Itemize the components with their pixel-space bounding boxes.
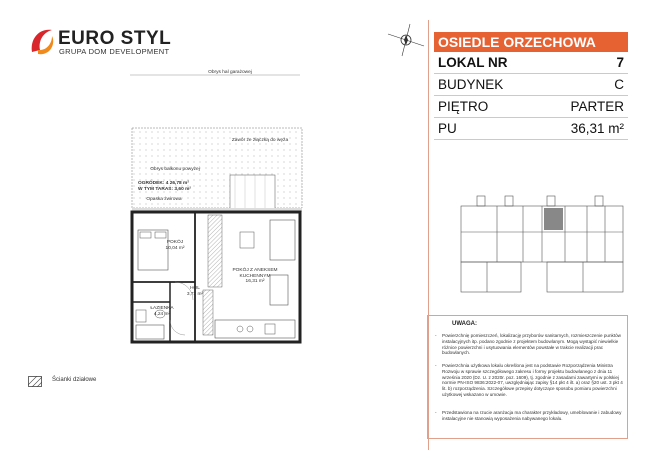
room-area: 10,04 m² <box>165 245 185 251</box>
room-bedroom <box>155 240 195 251</box>
info-key: PIĘTRO <box>438 99 489 114</box>
note-text: Powierzchnię pomieszczeń, lokalizację przyborów sanitarnych, rozmieszczenie punktów instalacyjnych itp. podano zgodnie z projektem budowlanym. Mogą wystąpić niewielkie różnice powierzchni i usytuowania elementów powstałe w trakcie realizacji prac budowlanych. <box>442 333 621 356</box>
garden-area: OGRÓDEK: 4 26,78 m² <box>138 181 189 186</box>
info-key: PU <box>438 121 457 136</box>
notes-title: UWAGA: <box>452 321 477 327</box>
hatch-swatch-icon <box>28 374 42 385</box>
label-garage-outline: Obrys hal garażowej <box>208 70 252 75</box>
info-key: LOKAL NR <box>438 55 508 70</box>
label-gravel: Opaska żwirowa <box>146 197 182 202</box>
room-name: HOL <box>190 286 200 291</box>
terrace-area: W TYM TARAS: 3,60 m² <box>138 186 191 192</box>
info-row-building <box>434 74 628 96</box>
building-floor-map <box>457 188 627 298</box>
room-area: 3,72 m² <box>186 291 204 297</box>
info-value: C <box>614 77 624 92</box>
room-living-kitchen <box>215 268 295 285</box>
label-garden <box>138 181 218 192</box>
label-balcony-outline: Obrys balkonu powyżej <box>150 167 200 172</box>
info-value: 7 <box>616 55 624 70</box>
room-name: POKÓJ <box>166 240 184 245</box>
note-text: Przedstawiona na rzucie aranżacja ma charakter przykładowy, umeblowanie i zabudowy instalacyjne nie stanowią wyposażenia nabywanego lokalu. <box>442 410 622 421</box>
info-value: PARTER <box>570 99 624 114</box>
floor-plan <box>120 70 320 350</box>
legend-label: Ścianki działowe <box>52 377 97 383</box>
note-item: - Przedstawiona na rzucie aranżacja ma charakter przykładowy, umeblowanie i zabudowy instalacyjne nie stanowią wyposażenia nabywanego lokalu. <box>435 410 622 421</box>
note-item: - Powierzchnię pomieszczeń, lokalizację przyborów sanitarnych, rozmieszczenie punktów instalacyjnych itp. podano zgodnie z projektem budowlanym. Mogą wystąpić niewielkie różnice powierzchni i usytuowania elementów powstałe w trakcie realizacji prac budowlanych. <box>435 333 623 356</box>
room-area: 4,24 m² <box>153 311 171 317</box>
info-value: 36,31 m² <box>570 121 624 136</box>
room-area: 16,31 m² <box>245 279 265 285</box>
estate-title: OSIEDLE ORZECHOWA <box>434 32 628 52</box>
room-name: ŁAZIENKA <box>150 306 174 311</box>
logo-mark-icon <box>28 24 58 60</box>
room-bathroom <box>142 306 182 317</box>
room-name: POKÓJ Z ANEKSEM <box>232 268 278 273</box>
info-key: BUDYNEK <box>438 77 504 92</box>
compass-icon <box>384 22 428 58</box>
label-water-valve: Zawór ze złączką do węża <box>231 138 289 143</box>
note-text: Powierzchnia użytkowa lokalu określona jest na podstawie Rozporządzenia Ministra Rozwoju w sprawie szczegółowego zakresu i formy projektu budowlanego z dnia 11 września 2020 (Dz. U. z 2020r. poz. 1609), tj. zgodnie z zasadami zawartymi w polskiej normie PN-ISO 9836:2022-07, uwzględniając zapisy §14 pkt 4 ilt. a) oraz §20 ust. 3 pkt 4 lit. b) rozporządzenia. Szczegółowe przepisy dotyczące sposobu pomiaru powierzchni użytkowej wskazano w umowie. <box>442 363 623 397</box>
note-item: - Powierzchnia użytkowa lokalu określona jest na podstawie Rozporządzenia Ministra Rozwoju w sprawie szczegółowego zakresu i formy projektu budowlanego z dnia 11 września 2020 (Dz. U. z 2020r. poz. 1609), tj. zgodnie z zasadami zawartymi w polskiej normie PN-ISO 9836:2022-07, uwzględniając zapisy §14 pkt 4 ilt. a) oraz §20 ust. 3 pkt 4 lit. b) rozporządzenia. Szczegółowe przepisy dotyczące sposobu pomiaru powierzchni użytkowej wskazano w umowie. <box>435 363 623 397</box>
info-row-unit-number <box>434 52 628 74</box>
brand-subtitle: GRUPA DOM DEVELOPMENT <box>59 47 170 56</box>
info-row-area <box>434 118 628 140</box>
info-row-floor <box>434 96 628 118</box>
room-hall <box>170 286 220 297</box>
brand-name: EURO STYL <box>58 28 172 49</box>
room-name-cont: KUCHENNYM <box>239 273 271 279</box>
